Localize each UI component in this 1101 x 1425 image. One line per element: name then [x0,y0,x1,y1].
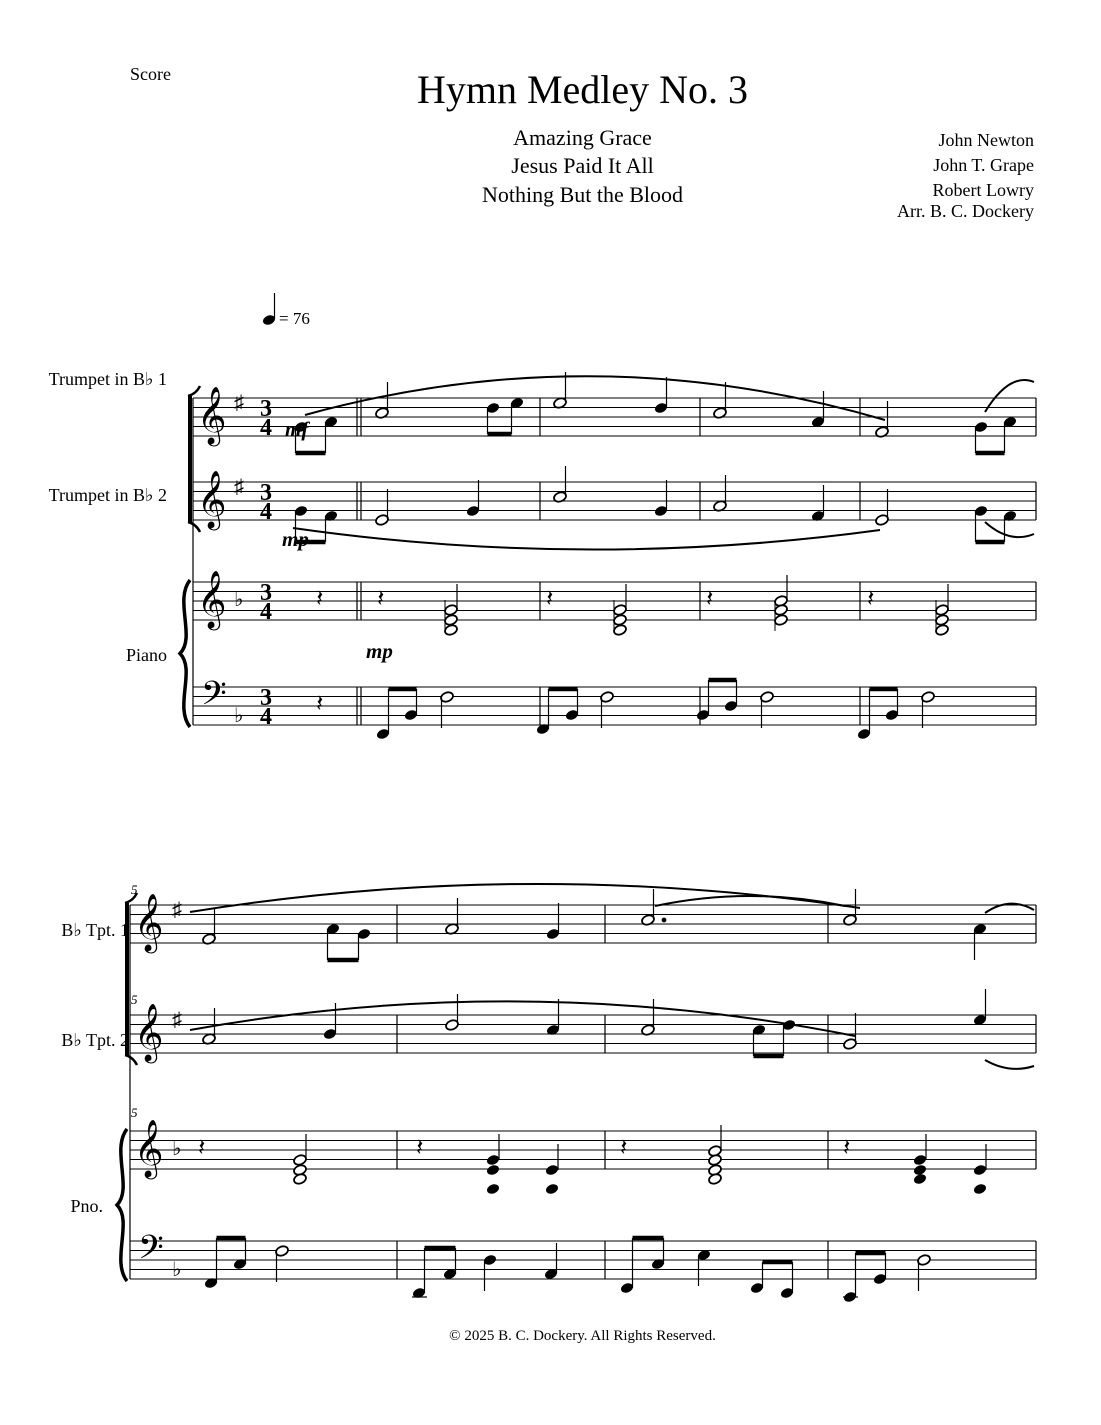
hollow-notehead [708,1173,723,1186]
time-sig-bottom: 4 [260,499,272,525]
measure-number: 5 [131,882,138,897]
time-sig-top: 3 [260,396,272,422]
quarter-rest: 𝄽 [546,586,554,612]
filled-notehead [973,1164,988,1177]
bass-clef: 𝄢 [201,675,227,720]
time-sig-bottom: 4 [260,704,272,730]
quarter-rest: 𝄽 [706,586,714,612]
hollow-notehead [444,624,459,637]
key-sharp: ♯ [234,476,244,498]
measure-number: 5 [131,992,138,1007]
credit-john-t-grape: John T. Grape [933,155,1034,175]
tempo-marking: = 76 [279,309,310,328]
hollow-notehead [293,1173,308,1186]
dynamic-mf: mf [285,417,309,441]
filled-notehead [913,1173,928,1186]
key-sharp: ♯ [172,1009,182,1031]
score-label: Score [130,64,171,84]
treble-clef: 𝄞 [197,571,227,627]
treble-clef: 𝄞 [197,471,227,527]
hollow-notehead [935,614,950,627]
filled-notehead [913,1154,928,1167]
credit-arranger: Arr. B. C. Dockery [897,201,1034,221]
treble-clef: 𝄞 [197,387,227,443]
instrument-label-piano: Piano [125,645,167,665]
hollow-notehead [613,604,628,617]
slur [190,884,860,912]
augmentation-dot [662,918,667,923]
hollow-notehead [613,624,628,637]
piano-brace [117,1129,127,1281]
subtitle-jesus-paid-it-all: Jesus Paid It All [511,153,654,178]
bass-clef: 𝄢 [138,1229,164,1274]
quarter-rest: 𝄽 [843,1135,851,1161]
instrument-label-tpt-1-short: B♭ Tpt. 1 [61,920,129,940]
quarter-rest: 𝄽 [198,1135,206,1161]
time-sig-bottom: 4 [260,415,272,441]
piece-title: Hymn Medley No. 3 [416,67,749,112]
measure-number: 5 [131,1105,138,1120]
instrument-label-piano-short: Pno. [70,1196,103,1216]
slur [985,522,1034,537]
key-flat: ♭ [234,589,244,611]
key-flat: ♭ [234,705,244,727]
credit-robert-lowry: Robert Lowry [932,180,1034,200]
dynamic-mp: mp [282,527,309,551]
quarter-rest: 𝄽 [867,586,875,612]
quarter-rest: 𝄽 [620,1135,628,1161]
filled-notehead [545,1164,560,1177]
instrument-label-tpt-2-short: B♭ Tpt. 2 [61,1030,129,1050]
filled-notehead [486,1164,501,1177]
hollow-notehead [774,614,789,627]
time-sig-bottom: 4 [260,599,272,625]
filled-notehead [486,1183,501,1196]
filled-notehead [973,1183,988,1196]
hollow-notehead [444,614,459,627]
treble-clef: 𝄞 [134,1004,164,1060]
key-flat: ♭ [172,1138,182,1160]
credit-john-newton: John Newton [938,130,1034,150]
hollow-notehead [708,1154,723,1167]
hollow-notehead [293,1154,308,1167]
subtitle-amazing-grace: Amazing Grace [513,125,652,150]
filled-notehead [486,1154,501,1167]
dynamic-mp-piano: mp [366,639,393,663]
hollow-notehead [444,604,459,617]
copyright-notice: © 2025 B. C. Dockery. All Rights Reserved. [449,1328,716,1344]
instrument-label-trumpet-2: Trumpet in B♭ 2 [48,485,167,505]
hollow-notehead [613,614,628,627]
quarter-rest: 𝄽 [416,1135,424,1161]
slur [985,1060,1034,1069]
hollow-notehead [935,604,950,617]
treble-clef: 𝄞 [134,894,164,950]
time-sig-top: 3 [260,480,272,506]
time-sig-top: 3 [260,685,272,711]
treble-clef: 𝄞 [134,1120,164,1176]
piano-brace [180,580,190,727]
instrument-label-trumpet-1: Trumpet in B♭ 1 [48,369,167,389]
slur [293,528,880,550]
quarter-rest: 𝄽 [316,691,324,717]
quarter-rest: 𝄽 [316,586,324,612]
key-sharp: ♯ [234,392,244,414]
hollow-notehead [935,624,950,637]
subtitle-nothing-but-the-blood: Nothing But the Blood [481,182,684,207]
quarter-rest: 𝄽 [377,586,385,612]
time-sig-top: 3 [260,580,272,606]
hollow-notehead [774,604,789,617]
filled-notehead [545,1183,560,1196]
key-sharp: ♯ [172,899,182,921]
key-flat: ♭ [172,1259,182,1281]
